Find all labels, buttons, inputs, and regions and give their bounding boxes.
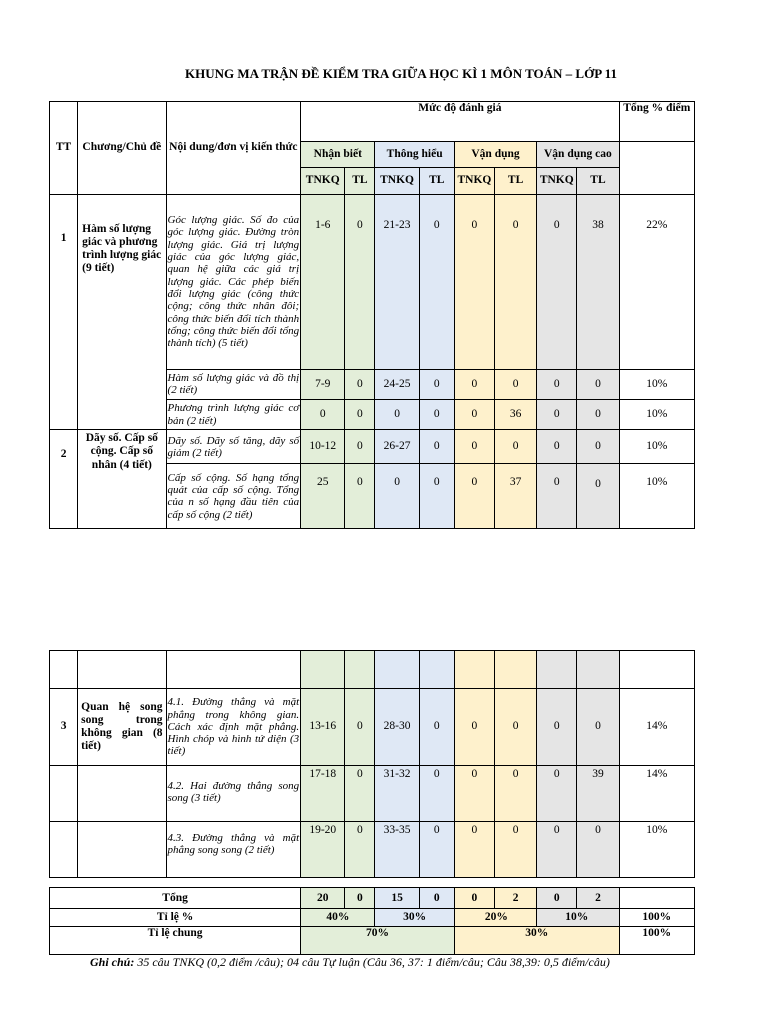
empty-cell: [345, 651, 375, 689]
value-cell: 26-27: [375, 430, 419, 464]
chapter-name: Dãy số. Cấp số cộng. Cấp số nhân (4 tiết): [78, 430, 166, 529]
summary-row-overall: [50, 926, 695, 954]
total-cell: 14%: [619, 689, 694, 766]
total-cell: 10%: [619, 400, 694, 430]
empty-cell: [619, 651, 694, 689]
table-row: [50, 822, 695, 878]
summary-label: Tỉ lệ chung: [50, 926, 301, 954]
table-row: [50, 651, 695, 689]
value-cell: 24-25: [375, 369, 419, 399]
value-cell: 0: [345, 822, 375, 878]
value-cell: 1-6: [301, 194, 345, 369]
summary-value: 0: [454, 888, 494, 909]
empty-cell: [537, 651, 577, 689]
empty-cell: [166, 651, 301, 689]
value-cell: 36: [495, 400, 537, 430]
table-row: [50, 766, 695, 822]
total-cell: 10%: [619, 369, 694, 399]
sub-header: TL: [495, 168, 537, 194]
header-tt: TT: [50, 102, 78, 195]
value-cell: 0: [537, 369, 577, 399]
value-cell: 0: [419, 430, 454, 464]
footnote: [90, 955, 610, 970]
empty-cell: [301, 651, 345, 689]
header-level: Mức độ đánh giá: [301, 102, 619, 142]
content-cell: Dãy số. Dãy số tăng, dãy số giảm (2 tiết): [166, 430, 301, 464]
level-apply: Vận dụng: [454, 142, 536, 168]
summary-row-ratio: [50, 909, 695, 926]
empty-cell: [50, 766, 78, 822]
value-cell: 0: [345, 464, 375, 529]
header-total-blank: [619, 142, 694, 194]
content-cell: 4.3. Đường thẳng và mặt phẳng song song (2 tiết): [166, 822, 301, 878]
summary-label: Tỉ lệ %: [50, 909, 301, 926]
empty-cell: [454, 651, 494, 689]
summary-label: Tổng: [50, 888, 301, 909]
value-cell: 0: [419, 194, 454, 369]
empty-cell: [78, 651, 166, 689]
value-cell: 0: [345, 369, 375, 399]
summary-total: 100%: [619, 926, 694, 954]
content-cell: Cấp số cộng. Số hạng tổng quát của cấp số cộng. Tổng của n số hạng đầu tiên của cấp số cộng (2 tiết): [166, 464, 301, 529]
summary-value: 0: [345, 888, 375, 909]
chapter-name: Hàm số lượng giác và phương trình lượng giác (9 tiết): [78, 194, 166, 430]
value-cell: 7-9: [301, 369, 345, 399]
value-cell: 0: [495, 766, 537, 822]
value-cell: 0: [375, 464, 419, 529]
value-cell: 0: [345, 194, 375, 369]
value-cell: 0: [419, 689, 454, 766]
table-row: [50, 689, 695, 766]
value-cell: 0: [454, 400, 494, 430]
sub-header: TNKQ: [375, 168, 419, 194]
value-cell: 0: [454, 430, 494, 464]
summary-total: 100%: [619, 909, 694, 926]
chapter-number: 1: [50, 194, 78, 430]
content-cell: 4.1. Đường thẳng và mặt phẳng trong không gian. Cách xác định mặt phẳng. Hình chóp và hình tứ diện (3 tiết): [166, 689, 301, 766]
value-cell: 0: [375, 400, 419, 430]
value-cell: 0: [419, 369, 454, 399]
empty-cell: [50, 822, 78, 878]
total-cell: 10%: [619, 464, 694, 529]
value-cell: 39: [577, 766, 619, 822]
value-cell: 19-20: [301, 822, 345, 878]
summary-value: 20: [301, 888, 345, 909]
matrix-table-top: [49, 101, 695, 529]
summary-value: 15: [375, 888, 419, 909]
chapter-number: 3: [50, 689, 78, 766]
value-cell: 0: [537, 194, 577, 369]
value-cell: 0: [495, 689, 537, 766]
value-cell: 0: [537, 430, 577, 464]
sub-header: TNKQ: [301, 168, 345, 194]
value-cell: 28-30: [375, 689, 419, 766]
value-cell: 25: [301, 464, 345, 529]
summary-row-total: [50, 888, 695, 909]
value-cell: 0: [454, 822, 494, 878]
summary-value: 40%: [301, 909, 375, 926]
sub-header: TL: [345, 168, 375, 194]
value-cell: 0: [419, 464, 454, 529]
empty-cell: [78, 822, 166, 878]
empty-cell: [577, 651, 619, 689]
summary-value: 20%: [454, 909, 536, 926]
value-cell: 21-23: [375, 194, 419, 369]
value-cell: 0: [495, 430, 537, 464]
page-title: KHUNG MA TRẬN ĐỀ KIỂM TRA GIỮA HỌC KÌ 1 MÔN TOÁN – LỚP 11: [185, 66, 617, 81]
chapter-number: 2: [50, 430, 78, 529]
summary-value: 30%: [454, 926, 619, 954]
value-cell: 38: [577, 194, 619, 369]
matrix-table-continued: [49, 650, 695, 878]
value-cell: 0: [454, 766, 494, 822]
value-cell: 0: [537, 689, 577, 766]
chapter-name: Quan hệ song song trong không gian (8 tiết): [78, 689, 166, 766]
content-cell: 4.2. Hai đường thẳng song song (3 tiết): [166, 766, 301, 822]
value-cell: 37: [495, 464, 537, 529]
value-cell: 0: [495, 194, 537, 369]
summary-value: 2: [577, 888, 619, 909]
total-cell: 14%: [619, 766, 694, 822]
value-cell: 31-32: [375, 766, 419, 822]
summary-table: [49, 887, 695, 955]
level-apply-high: Vận dụng cao: [537, 142, 619, 168]
value-cell: 0: [454, 194, 494, 369]
empty-cell: [50, 651, 78, 689]
value-cell: 0: [495, 822, 537, 878]
header-content: Nội dung/đơn vị kiến thức: [166, 102, 301, 195]
table-row: [50, 430, 695, 464]
value-cell: 0: [577, 689, 619, 766]
summary-value: 2: [495, 888, 537, 909]
value-cell: 0: [495, 369, 537, 399]
empty-cell: [619, 888, 694, 909]
summary-value: 30%: [375, 909, 454, 926]
footnote-text: 35 câu TNKQ (0,2 điểm /câu); 04 câu Tự luận (Câu 36, 37: 1 điểm/câu; Câu 38,39: 0,5 điểm/câu): [134, 955, 610, 969]
value-cell: 0: [454, 689, 494, 766]
value-cell: 0: [577, 369, 619, 399]
empty-cell: [495, 651, 537, 689]
value-cell: 0: [577, 430, 619, 464]
content-cell: Phương trình lượng giác cơ bản (2 tiết): [166, 400, 301, 430]
footnote-label: Ghi chú:: [90, 955, 135, 969]
value-cell: 0: [419, 822, 454, 878]
value-cell: 10-12: [301, 430, 345, 464]
value-cell: 0: [301, 400, 345, 430]
sub-header: TL: [419, 168, 454, 194]
value-cell: 0: [345, 689, 375, 766]
summary-value: 0: [419, 888, 454, 909]
value-cell: 17-18: [301, 766, 345, 822]
level-recognize: Nhận biết: [301, 142, 375, 168]
value-cell: 0: [454, 369, 494, 399]
value-cell: 0: [577, 464, 619, 529]
content-cell: Góc lượng giác. Số đo của góc lượng giác. Đường tròn lượng giác. Giá trị lượng giác của góc lượng giác, quan hệ giữa các giá trị lượng giác. Các phép biến đổi lượng giác (công thức cộng; công thức nhân đôi; công thức biến đổi tích thành tổng; công thức biến đổi tổng thành tích) (5 tiết): [166, 194, 301, 369]
header-chapter: Chương/Chủ đề: [78, 102, 166, 195]
header-total: Tổng % điểm: [619, 102, 694, 142]
total-cell: 22%: [619, 194, 694, 369]
total-cell: 10%: [619, 430, 694, 464]
value-cell: 0: [419, 766, 454, 822]
value-cell: 0: [577, 400, 619, 430]
content-cell: Hàm số lượng giác và đồ thị (2 tiết): [166, 369, 301, 399]
value-cell: 0: [537, 400, 577, 430]
empty-cell: [375, 651, 419, 689]
table-row: [50, 194, 695, 369]
sub-header: TNKQ: [537, 168, 577, 194]
value-cell: 0: [537, 822, 577, 878]
summary-value: 70%: [301, 926, 455, 954]
level-understand: Thông hiểu: [375, 142, 454, 168]
value-cell: 0: [454, 464, 494, 529]
value-cell: 0: [345, 430, 375, 464]
empty-cell: [419, 651, 454, 689]
value-cell: 0: [537, 766, 577, 822]
value-cell: 0: [577, 822, 619, 878]
value-cell: 0: [345, 766, 375, 822]
total-cell: 10%: [619, 822, 694, 878]
value-cell: 0: [345, 400, 375, 430]
value-cell: 0: [419, 400, 454, 430]
value-cell: 0: [537, 464, 577, 529]
summary-value: 0: [537, 888, 577, 909]
summary-value: 10%: [537, 909, 619, 926]
value-cell: 13-16: [301, 689, 345, 766]
empty-cell: [78, 766, 166, 822]
sub-header: TL: [577, 168, 619, 194]
value-cell: 33-35: [375, 822, 419, 878]
sub-header: TNKQ: [454, 168, 494, 194]
